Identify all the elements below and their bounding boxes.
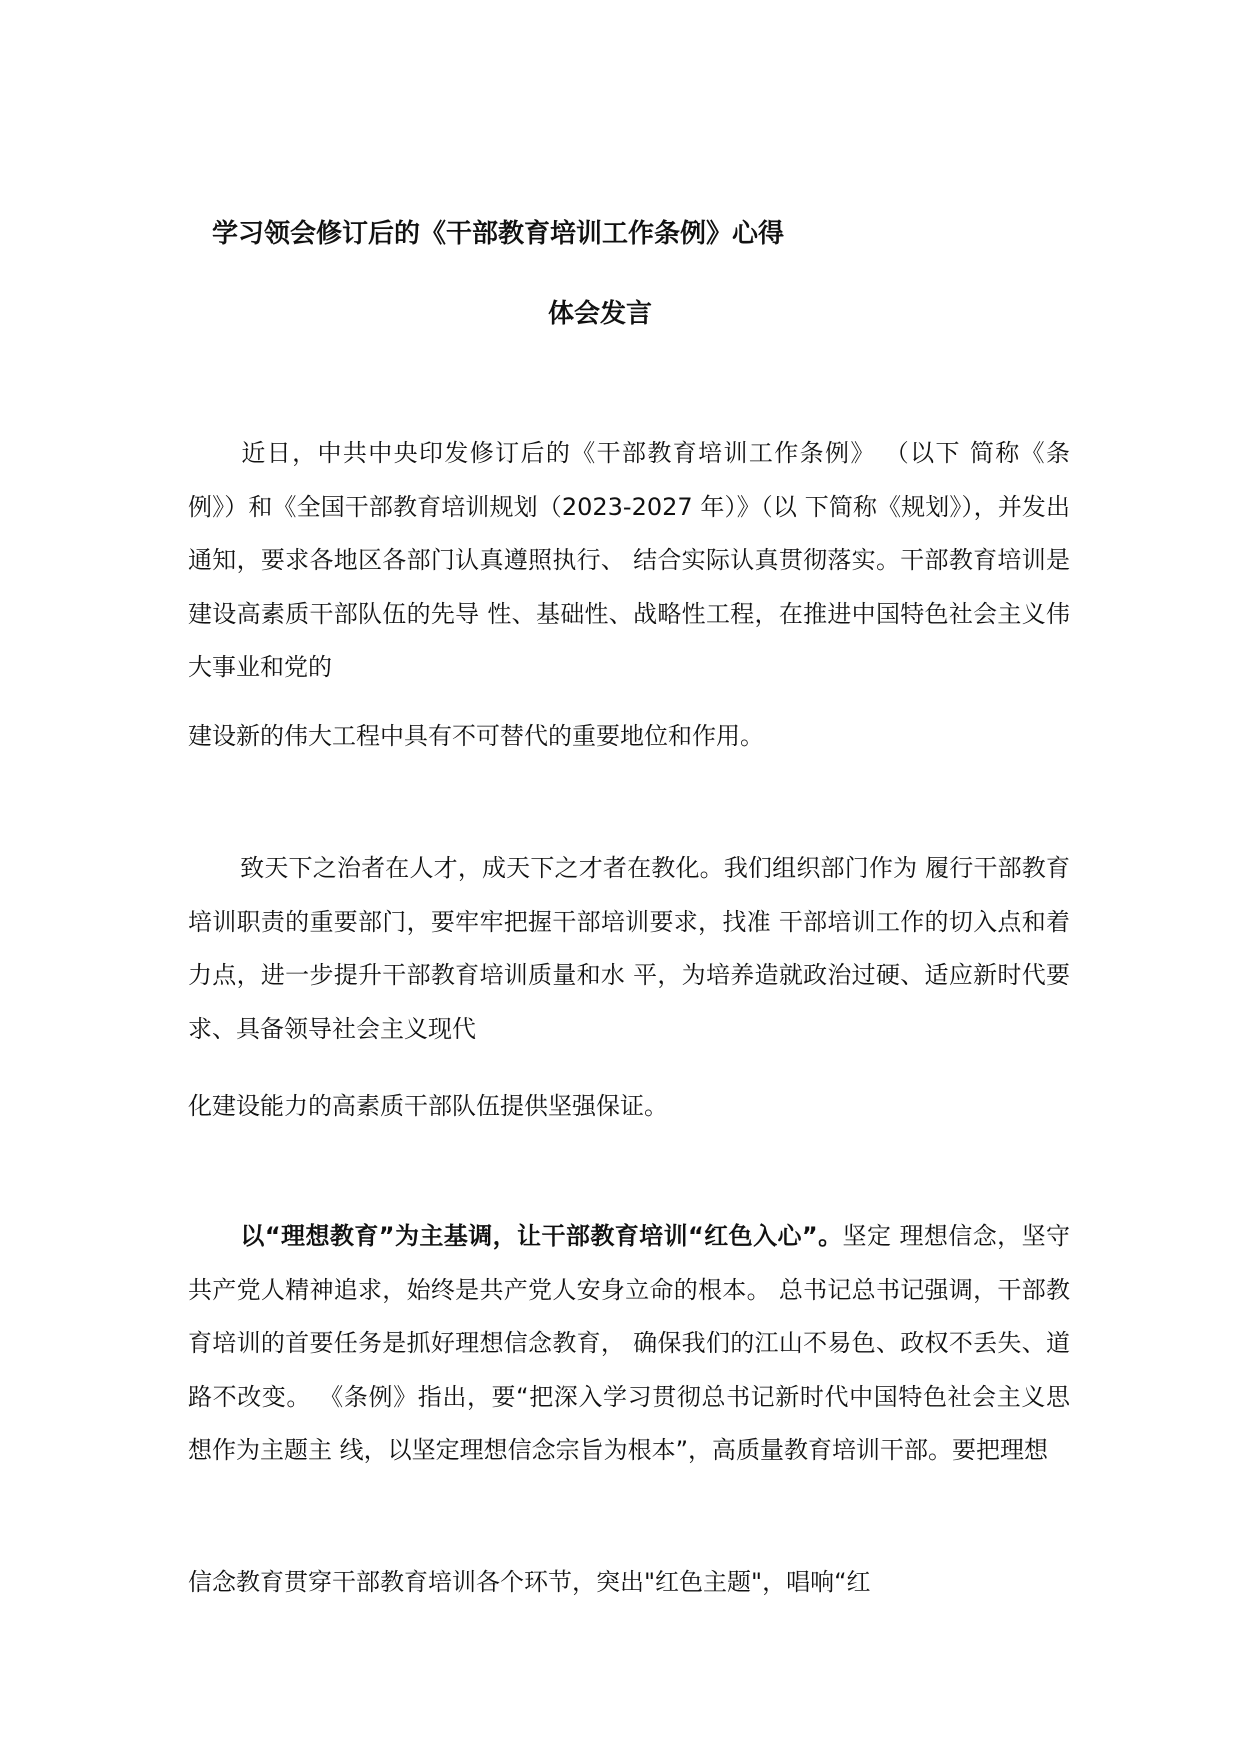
document-title-line-1: 学习领会修订后的《干部教育培训工作条例》心得 <box>212 219 785 249</box>
document-title-line-2: 体会发言 <box>548 299 653 329</box>
paragraph-3 <box>188 1210 1070 1478</box>
paragraph-2-continuation: 化建设能力的高素质干部队伍提供坚强保证。 <box>188 1092 668 1120</box>
paragraph-3-text: 坚定 理想信念，坚守共产党人精神追求，始终是共产党人安身立命的根本。 总书记总书记强调，干部教育培训的首要任务是抓好理想信念教育， 确保我们的江山不易色、政权不丢失、道路不改变。 《条例》指出，要“把深入学习贯彻总书记新时代中国特色社会主义思想作为主题主 线，以坚定理想信念宗旨为根本”，高质量教育培训干部。要把理想 <box>188 1222 1070 1464</box>
paragraph-2-text: 致天下之治者在人才，成天下之才者在教化。我们组织部门作为 履行干部教育培训职责的重要部门，要牢牢把握干部培训要求，找准 干部培训工作的切入点和着力点，进一步提升干部教育培训质量和水 平，为培养造就政治过硬、适应新时代要求、具备领导社会主义现代 <box>188 854 1070 1043</box>
paragraph-1-continuation: 建设新的伟大工程中具有不可替代的重要地位和作用。 <box>188 722 764 750</box>
paragraph-1 <box>188 427 1070 695</box>
paragraph-3-lead: 以“理想教育”为主基调，让干部教育培训“红色入心”。 <box>240 1222 843 1250</box>
paragraph-1-text: 近日，中共中央印发修订后的《干部教育培训工作条例》 （以下 简称《条例》）和《全国干部教育培训规划（2023-2027 年）》（以 下简称《规划》），并发出通知，要求各地区各部门认真遵照执行、 结合实际认真贯彻落实。干部教育培训是建设高素质干部队伍的先导 性、基础性、战略性工程，在推进中国特色社会主义伟大事业和党的 <box>188 439 1070 681</box>
paragraph-3-continuation: 信念教育贯穿干部教育培训各个环节，突出"红色主题"，唱响“红 <box>188 1568 871 1596</box>
paragraph-2 <box>188 842 1070 1056</box>
